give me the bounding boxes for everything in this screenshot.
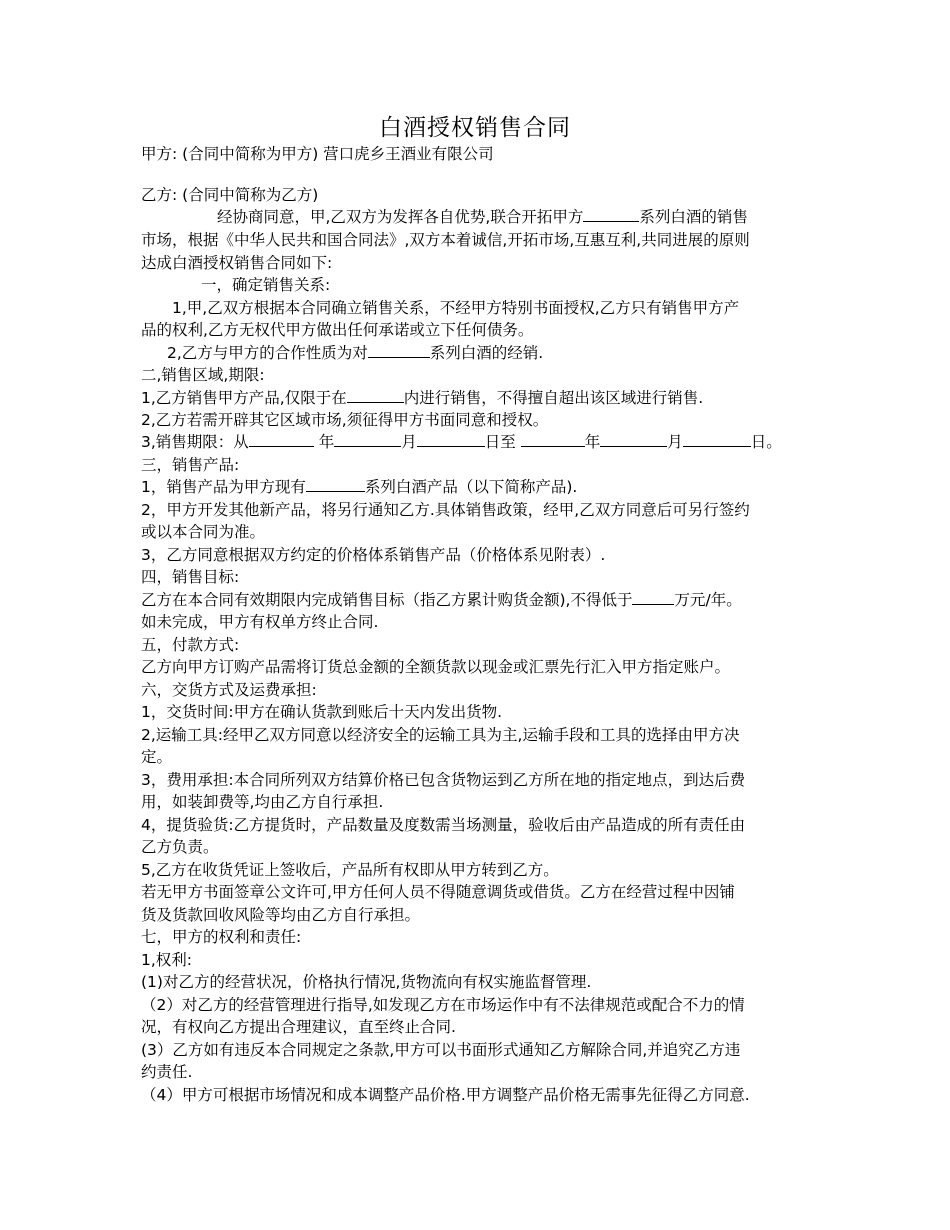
section-heading: [141, 566, 239, 588]
text-segment: 2,运输工具:经甲乙双方同意以经济安全的运输工具为主,运输手段和工具的选择由甲方决: [141, 726, 740, 744]
text-segment: 五，付款方式:: [141, 636, 240, 654]
fill-in-blank[interactable]: [521, 431, 585, 447]
text-segment: 3，费用承担:本合同所列双方结算价格已包含货物运到乙方所在地的指定地点，到达后费: [141, 771, 746, 789]
clause-line: [141, 611, 378, 633]
clause-line: [141, 949, 192, 971]
clause-line: [141, 499, 750, 521]
text-segment: 六，交货方式及运费承担:: [141, 681, 317, 699]
text-segment: 或以本合同为准。: [141, 523, 266, 541]
text-segment: 月: [401, 433, 417, 451]
clause-line: [141, 769, 745, 791]
preamble-line: [217, 206, 748, 228]
text-segment: 乙方在本合同有效期限内完成销售目标（指乙方累计购货金额),不得低于: [141, 591, 633, 609]
text-segment: 1，交货时间:甲方在确认货款到账后十天内发出货物.: [141, 703, 503, 721]
fill-in-blank[interactable]: [368, 342, 430, 358]
text-segment: 四，销售目标:: [141, 568, 240, 586]
text-segment: 系列白酒产品（以下简称产品).: [364, 478, 578, 496]
text-segment: 货及货款回收风险等均由乙方自行承担。: [141, 906, 421, 924]
text-segment: 日至: [484, 433, 521, 451]
text-segment: 乙方负责。: [141, 838, 219, 856]
text-segment: 如未完成，甲方有权单方终止合同.: [141, 613, 379, 631]
fill-in-blank[interactable]: [583, 206, 639, 222]
text-segment: （2）对乙方的经营管理进行指导,如发现乙方在市场运作中有不法律规范或配合不力的情: [141, 996, 745, 1014]
text-segment: 4，提货验货:乙方提货时，产品数量及度数需当场测量，验收后由产品造成的所有责任由: [141, 816, 746, 834]
clause-line: [167, 342, 543, 364]
text-segment: 乙方向甲方订购产品需将订货总金额的全额货款以现金或汇票先行汇入甲方指定账户。: [141, 658, 731, 676]
clause-line: [141, 724, 739, 746]
fill-in-blank[interactable]: [249, 431, 314, 447]
text-segment: 1,乙方销售甲方产品,仅限于在: [141, 389, 347, 407]
text-segment: 二,销售区域,期限:: [141, 366, 265, 384]
text-segment: 万元/年。: [674, 591, 742, 609]
clause-line: [141, 791, 383, 813]
clause-line: [141, 814, 745, 836]
clause-line: [141, 859, 559, 881]
clause-line: [141, 1039, 740, 1061]
fill-in-blank[interactable]: [306, 476, 365, 492]
sales-period-line: [141, 431, 782, 453]
text-segment: 3,销售期限：从: [141, 433, 249, 451]
text-segment: 1,甲,乙双方根据本合同确立销售关系，不经甲方特别书面授权,乙方只有销售甲方产: [172, 299, 740, 317]
text-segment: 经协商同意，甲,乙双方为发挥各自优势,联合开拓甲方: [217, 208, 584, 226]
text-segment: 2,乙方若需开辟其它区域市场,须征得甲方书面同意和授权。: [141, 411, 549, 429]
clause-line: [141, 836, 219, 858]
text-segment: 1，销售产品为甲方现有: [141, 478, 306, 496]
clause-line: [141, 319, 533, 341]
clause-line: [141, 1061, 192, 1083]
party-b-line: [141, 184, 318, 206]
clause-line: [141, 994, 745, 1016]
text-segment: 3，乙方同意根据双方约定的价格体系销售产品（价格体系见附表）.: [141, 546, 606, 564]
text-segment: 一，确定销售关系:: [201, 276, 331, 294]
text-segment: 5,乙方在收货凭证上签收后，产品所有权即从甲方转到乙方。: [141, 861, 559, 879]
text-segment: 甲方: (合同中简称为甲方) 营口虎乡王酒业有限公司: [141, 145, 494, 163]
text-segment: 2,乙方与甲方的合作性质为对: [167, 344, 368, 362]
fill-in-blank[interactable]: [417, 431, 485, 447]
document-title: 白酒授权销售合同: [379, 115, 571, 141]
text-segment: 达成白酒授权销售合同如下:: [141, 254, 333, 272]
text-segment: 七，甲方的权利和责任:: [141, 928, 302, 946]
text-segment: 用，如装卸费等,均由乙方自行承担.: [141, 793, 384, 811]
fill-in-blank[interactable]: [600, 431, 667, 447]
section-heading: [141, 679, 317, 701]
text-segment: 1,权利:: [141, 951, 193, 969]
text-segment: 月: [667, 433, 683, 451]
clause-line: [141, 589, 742, 611]
section-heading: [141, 454, 239, 476]
clause-line: [141, 746, 172, 768]
text-segment: 日。: [750, 433, 782, 451]
text-segment: 定。: [141, 748, 173, 766]
text-segment: 内进行销售，不得擅自超出该区域进行销售.: [403, 389, 704, 407]
text-segment: 系列白酒的经销.: [429, 344, 544, 362]
clause-line: [141, 409, 548, 431]
section-heading: [201, 274, 330, 296]
text-segment: 市场，根据《中华人民共和国合同法》,双方本着诚信,开拓市场,互惠互利,共同进展的原则: [141, 231, 750, 249]
clause-line: [141, 387, 703, 409]
party-a-line: [141, 143, 494, 165]
text-segment: (3）乙方如有违反本合同规定之条款,甲方可以书面形式通知乙方解除合同,并追究乙方违: [141, 1041, 741, 1059]
section-heading: [141, 634, 239, 656]
clause-line: [141, 904, 420, 926]
clause-line: [141, 656, 730, 678]
text-segment: (1)对乙方的经营状况，价格执行情况,货物流向有权实施监督管理.: [141, 973, 592, 991]
section-heading: [141, 926, 301, 948]
fill-in-blank[interactable]: [334, 431, 401, 447]
preamble-line: [141, 229, 750, 251]
text-segment: 约责任.: [141, 1063, 193, 1081]
fill-in-blank[interactable]: [347, 387, 404, 403]
clause-line: [141, 971, 591, 993]
preamble-line: [141, 252, 332, 274]
text-segment: 乙方: (合同中简称为乙方): [141, 186, 319, 204]
text-segment: 况，有权向乙方提出合理建议，直至终止合同.: [141, 1018, 456, 1036]
clause-line: [141, 1084, 750, 1106]
text-segment: 系列白酒的销售: [639, 208, 748, 226]
clause-line: [141, 544, 605, 566]
clause-line: [141, 1016, 456, 1038]
text-segment: 年: [584, 433, 601, 451]
text-segment: 若无甲方书面签章公文许可,甲方任何人员不得随意调货或借货。乙方在经营过程中因铺: [141, 883, 735, 901]
clause-line: [172, 297, 739, 319]
text-segment: 2，甲方开发其他新产品，将另行通知乙方.具体销售政策，经甲,乙双方同意后可另行签约: [141, 501, 750, 519]
text-segment: 年: [313, 433, 335, 451]
text-segment: （4）甲方可根据市场情况和成本调整产品价格.甲方调整产品价格无需事先征得乙方同意.: [141, 1086, 750, 1104]
text-segment: 三，销售产品:: [141, 456, 240, 474]
clause-line: [141, 521, 265, 543]
clause-line: [141, 701, 502, 723]
fill-in-blank[interactable]: [683, 431, 751, 447]
clause-line: [141, 881, 735, 903]
fill-in-blank[interactable]: [632, 589, 674, 605]
section-heading: [141, 364, 265, 386]
text-segment: 品的权利,乙方无权代甲方做出任何承诺或立下任何债务。: [141, 321, 534, 339]
clause-line: [141, 476, 577, 498]
